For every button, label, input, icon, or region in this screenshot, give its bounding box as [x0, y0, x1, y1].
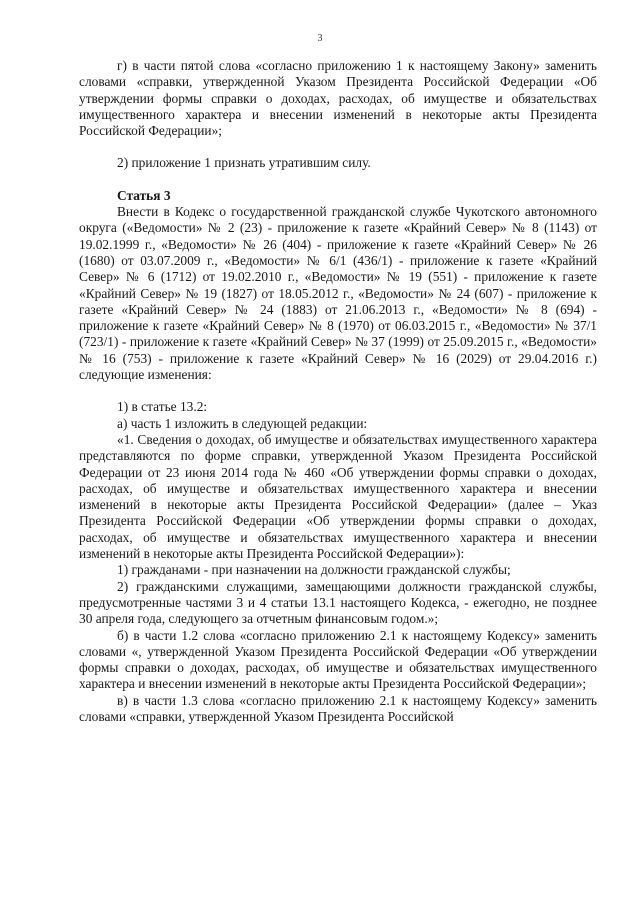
change-item-v: в) в части 1.3 слова «согласно приложению 2.1 к настоящему Кодексу» заменить словами «справки, утвержденной Указом Президента Российской [79, 692, 597, 724]
article-intro: Внести в Кодекс о государственной гражданской службе Чукотского автономного округа («Ведомости» № 2 (23) - приложение к газете «Крайний Север» № 8 (1143) от 19.02.1999 г., «Ведомости» № 26 (404) - приложение к газете «Крайний Север» № 26 (1680) от 03.07.2009 г., «Ведомости» № 6/1 (436/1) - приложение к газете «Крайний Север» № 6 (1712) от 19.02.2010 г., «Ведомости» № 19 (551) - приложение к газете «Крайний Север» № 19 (1827) от 18.05.2012 г., «Ведомости» № 24 (607) - приложение к газете «Крайний Север» № 24 (1883) от 21.06.2013 г., «Ведомости» № 8 (694) - приложение к газете «Крайний Север» № 8 (1970) от 06.03.2015 г., «Ведомости» № 37/1 (723/1) - приложение к газете «Крайний Север» № 37 (1999) от 25.09.2015 г., «Ведомости» № 16 (753) - приложение к газете «Крайний Север» № 16 (2029) от 29.04.2016 г.) следующие изменения: [79, 204, 597, 383]
page-number: 3 [317, 33, 323, 44]
article-heading: Статья 3 [117, 187, 171, 203]
paragraph-item-2: 2) приложение 1 признать утратившим силу. [117, 155, 371, 171]
change-subitem-2: 2) гражданскими служащими, замещающими должности гражданской службы, предусмотренные частями 3 и 4 статьи 13.1 настоящего Кодекса, - ежегодно, не позднее 30 апреля года, следующего за отчетным финансовым годом.»; [79, 578, 597, 627]
paragraph-item-g: г) в части пятой слова «согласно приложению 1 к настоящему Закону» заменить словами «справки, утвержденной Указом Президента Российской Федерации «Об утверждении формы справки о доходах, расходах, об имуществе и обязательствах имущественного характера и внесении изменений в некоторые акты Президента Российской Федерации»; [79, 58, 597, 139]
change-item-a: а) часть 1 изложить в следующей редакции: [117, 415, 368, 431]
change-item-quote: «1. Сведения о доходах, об имуществе и обязательствах имущественного характера представляются по форме справки, утвержденной Указом Президента Российской Федерации от 23 июня 2014 года № 460 «Об утверждении формы справки о доходах, расходах, об имуществе и обязательствах имущественного характера и внесении изменений в некоторые акты Президента Российской Федерации» (далее – Указ Президента Российской Федерации «Об утверждении формы справки о доходах, расходах, об имуществе и обязательствах имущественного характера и внесении изменений в некоторые акты Президента Российской Федерации»): [79, 431, 597, 562]
change-item-1: 1) в статье 13.2: [117, 399, 208, 415]
change-item-b: б) в части 1.2 слова «согласно приложению 2.1 к настоящему Кодексу» заменить словами «, утвержденной Указом Президента Российской Федерации «Об утверждении формы справки о доходах, расходах, об имуществе и обязательствах имущественного характера и внесении изменений в некоторые акты Президента Российской Федерации»; [79, 627, 597, 692]
document-body [79, 58, 597, 725]
change-subitem-1: 1) гражданами - при назначении на должности гражданской службы; [117, 562, 511, 578]
